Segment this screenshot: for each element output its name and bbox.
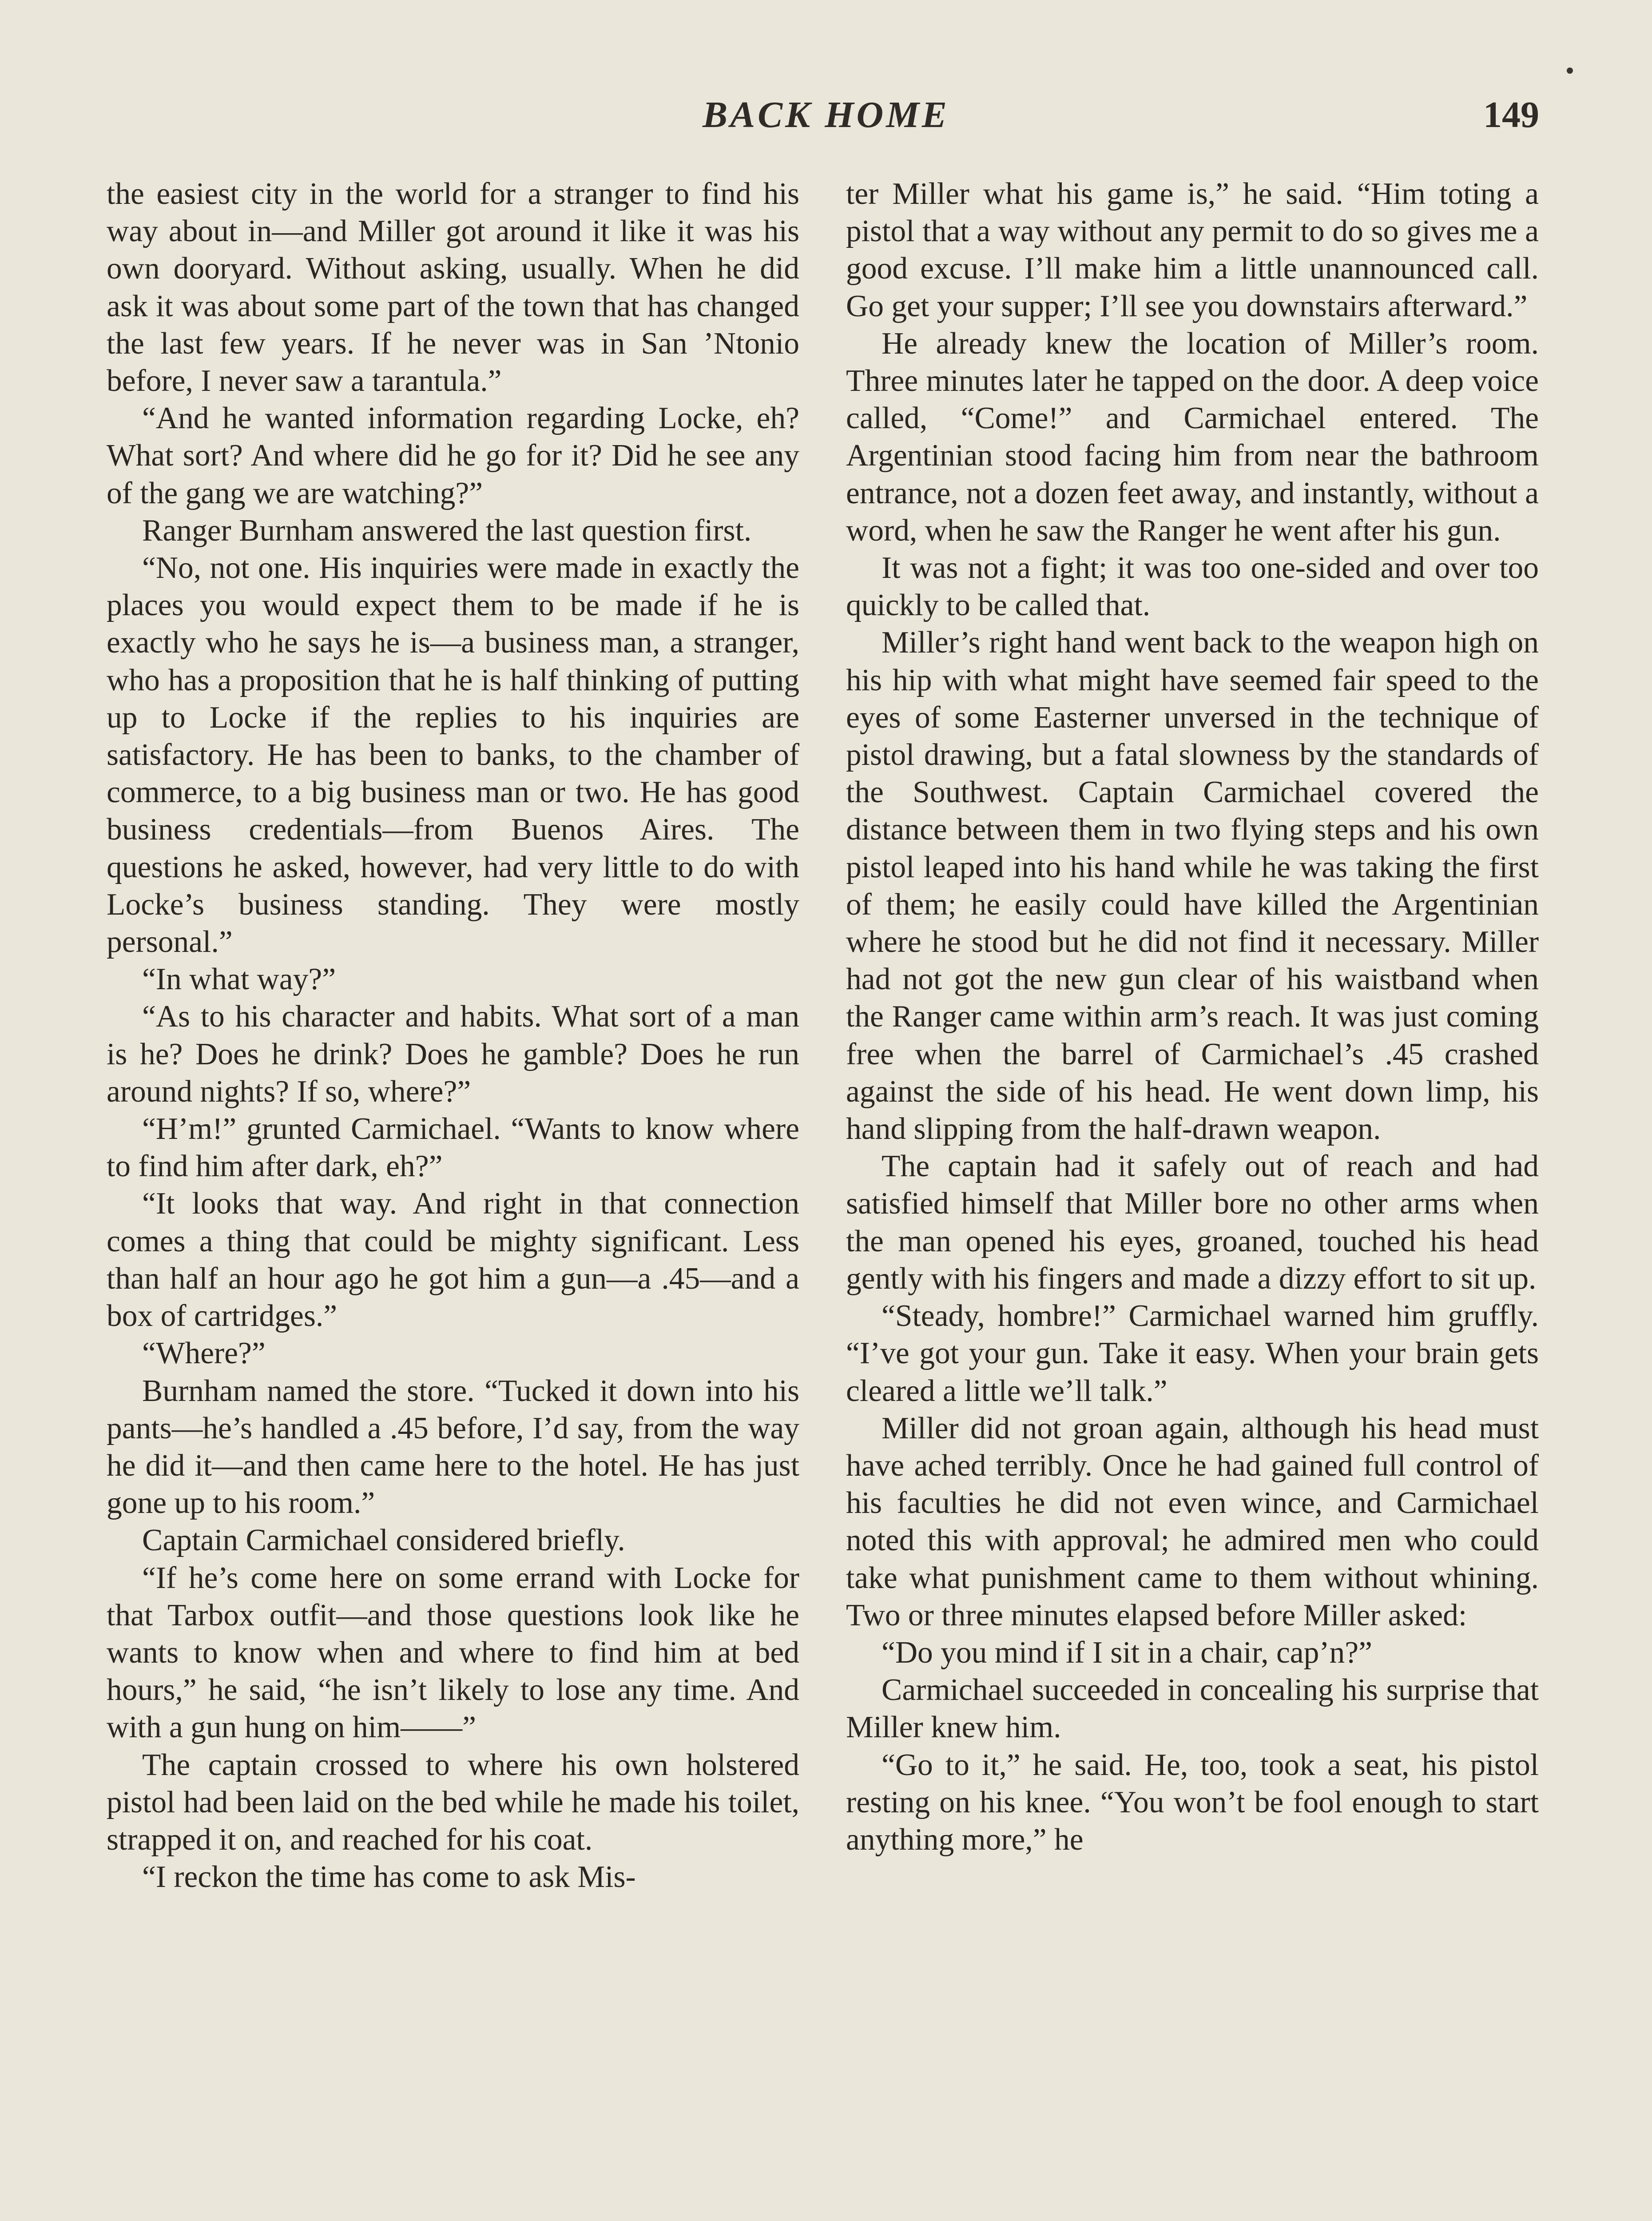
paragraph: Burnham named the store. “Tucked it down into his pants—he’s handled a .45 before, I’d say, from the way he did it—and then came here to the hotel. He has just gone up to his room.”: [107, 1373, 799, 1520]
paragraph: It was not a fight; it was too one-sided and over too quickly to be called that.: [846, 551, 1539, 623]
paragraph: “I reckon the time has come to ask Mis-: [142, 1860, 636, 1895]
paragraph: “Steady, hombre!” Carmichael warned him gruffly. “I’ve got your gun. Take it easy. When your brain gets cleared a little we’ll talk.”: [846, 1299, 1539, 1408]
paragraph: “And he wanted information regarding Locke, eh? What sort? And where did he go for it? Did he see any of the gang we are watching?”: [107, 401, 799, 510]
paragraph: Captain Carmichael considered briefly.: [142, 1523, 625, 1558]
paragraph: “H’m!” grunted Carmichael. “Wants to know where to find him after dark, eh?”: [107, 1112, 799, 1184]
paragraph: ter Miller what his game is,” he said. “Him toting a pistol that a way without any permit to do so gives me a good excuse. I’ll make him a little unannounced call. Go get your supper; I’ll see you downstairs afterward.”: [846, 177, 1539, 323]
paragraph: “If he’s come here on some errand with Locke for that Tarbox outfit—and those questions look like he wants to know when and where to find him at bed hours,” he said, “he isn’t likely to lose any time. And with a gun hung on him——”: [107, 1560, 799, 1745]
right-column: [846, 175, 1539, 1859]
paragraph: “No, not one. His inquiries were made in exactly the places you would expect them to be made if he is exactly who he says he is—a business man, a stranger, who has a proposition that he is half thinking of putting up to Locke if the replies to his inquiries are satisfactory. He has been to banks, to the chamber of commerce, to a big business man or two. He has good business credentials—from Buenos Aires. The questions he asked, however, had very little to do with Locke’s business standing. They were mostly personal.”: [107, 551, 799, 959]
print-speck: [1567, 68, 1573, 74]
paragraph: “As to his character and habits. What sort of a man is he? Does he drink? Does he gamble? Does he run around nights? If so, where?”: [107, 999, 799, 1109]
paragraph: He already knew the location of Miller’s room. Three minutes later he tapped on the door. A deep voice called, “Come!” and Carmichael entered. The Argentinian stood facing him from near the bathroom entrance, not a dozen feet away, and instantly, without a word, when he saw the Ranger he went after his gun.: [846, 326, 1539, 548]
paragraph: Miller did not groan again, although his head must have ached terribly. Once he had gained full control of his faculties he did not even wince, and Carmichael noted this with approval; he admired men who could take what punishment came to them without whining. Two or three minutes elapsed before Miller asked:: [846, 1411, 1539, 1632]
paragraph: the easiest city in the world for a stranger to find his way about in—and Miller got around it like it was his own dooryard. Without asking, usually. When he did ask it was about some part of the town that has changed the last few years. If he never was in San ’Ntonio before, I never saw a tarantula.”: [107, 177, 799, 398]
paragraph: “In what way?”: [142, 962, 336, 997]
paragraph: Ranger Burnham answered the last question first.: [142, 513, 752, 548]
paragraph: “Where?”: [142, 1336, 266, 1371]
paragraph: Miller’s right hand went back to the weapon high on his hip with what might have seemed fair speed to the eyes of some Easterner unversed in the technique of pistol drawing, but a fatal slowness by the standards of the Southwest. Captain Carmichael covered the distance between them in two flying steps and his own pistol leaped into his hand while he was taking the first of them; he easily could have killed the Argentinian where he stood but he did not find it necessary. Miller had not got the new gun clear of his waistband when the Ranger came within arm’s reach. It was just coming free when the barrel of Carmichael’s .45 crashed against the side of his head. He went down limp, his hand slipping from the half-drawn weapon.: [846, 625, 1539, 1146]
paragraph: The captain had it safely out of reach and had satisfied himself that Miller bore no other arms when the man opened his eyes, groaned, touched his head gently with his fingers and made a dizzy effort to sit up.: [846, 1149, 1539, 1296]
page-number: 149: [1483, 94, 1539, 135]
paragraph: “Go to it,” he said. He, too, took a seat, his pistol resting on his knee. “You won’t be fool enough to start anything more,” he: [846, 1747, 1539, 1857]
left-column: [107, 175, 799, 1896]
paragraph: “Do you mind if I sit in a chair, cap’n?”: [882, 1635, 1372, 1670]
running-title: BACK HOME: [703, 94, 949, 135]
paragraph: “It looks that way. And right in that connection comes a thing that could be mighty significant. Less than half an hour ago he got him a gun—a .45—and a box of cartridges.”: [107, 1186, 799, 1333]
paragraph: The captain crossed to where his own holstered pistol had been laid on the bed while he made his toilet, strapped it on, and reached for his coat.: [107, 1747, 799, 1857]
paragraph: Carmichael succeeded in concealing his surprise that Miller knew him.: [846, 1673, 1539, 1745]
running-head: [0, 93, 1652, 138]
